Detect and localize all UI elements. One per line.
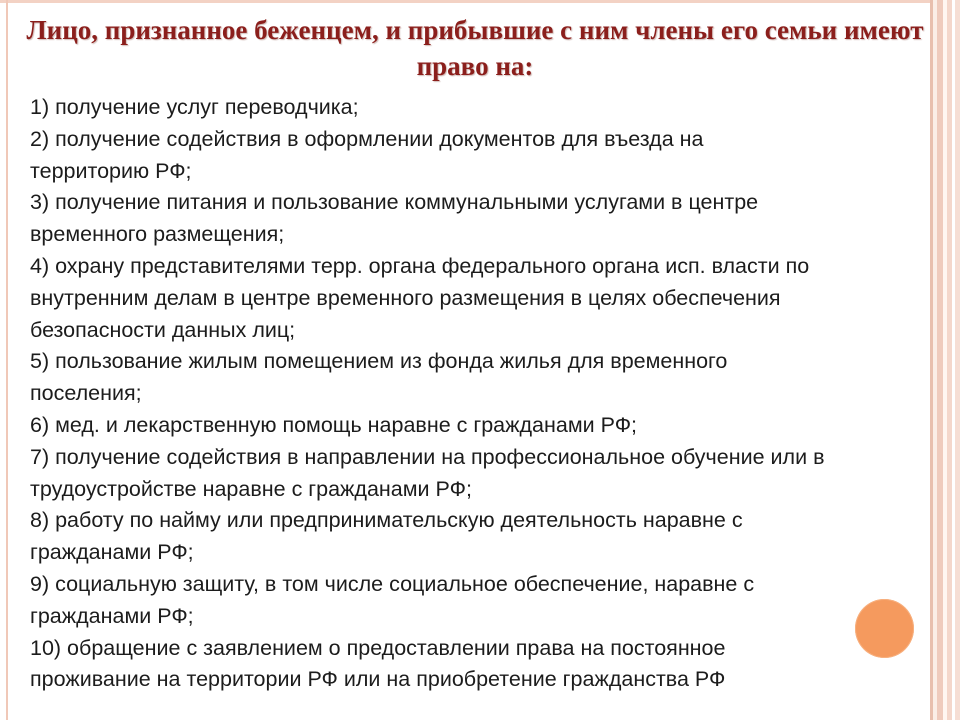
- list-item: [30, 346, 930, 410]
- list-item-line: временного размещения;: [30, 222, 285, 247]
- list-item-line: 2) получение содействия в оформлении документов для въезда на: [30, 126, 704, 151]
- list-item-line: трудоустройстве наравне с гражданами РФ;: [30, 476, 472, 501]
- list-item-line: 8) работу по найму или предпринимательскую деятельность наравне с: [30, 508, 743, 533]
- list-item-line: 7) получение содействия в направлении на профессиональное обучение или в: [30, 444, 825, 469]
- rights-list: [30, 92, 930, 696]
- list-item: [30, 410, 930, 442]
- slide-title: Лицо, признанное беженцем, и прибывшие с ним члены его семьи имеют право на:: [26, 15, 924, 81]
- list-item: [30, 569, 930, 633]
- list-item-line: гражданами РФ;: [30, 540, 194, 565]
- list-item: [30, 505, 930, 569]
- list-item: [30, 251, 930, 346]
- decorative-orange-circle: [855, 599, 914, 658]
- list-item: [30, 442, 930, 506]
- decorative-side-stripes: [930, 0, 960, 720]
- left-frame-line: [6, 0, 8, 720]
- list-item-line: гражданами РФ;: [30, 603, 194, 628]
- list-item-line: 9) социальную защиту, в том числе социальное обеспечение, наравне с: [30, 571, 755, 596]
- list-item: [30, 124, 930, 188]
- list-item-line: 1) получение услуг переводчика;: [30, 95, 359, 119]
- list-item-line: территорию РФ;: [30, 158, 192, 183]
- list-item-line: 3) получение питания и пользование коммунальными услугами в центре: [30, 190, 759, 215]
- list-item: [30, 92, 930, 124]
- list-item-line: 4) охрану представителями терр. органа федерального органа исп. власти по: [30, 253, 810, 278]
- list-item: [30, 633, 930, 697]
- list-item-line: 10) обращение с заявлением о предоставлении права на постоянное: [30, 635, 726, 660]
- top-frame-line: [0, 0, 930, 3]
- list-item-line: внутренним делам в центре временного размещения в целях обеспечения: [30, 285, 781, 310]
- list-item-line: безопасности данных лиц;: [30, 317, 296, 342]
- list-item-line: 6) мед. и лекарственную помощь наравне с гражданами РФ;: [30, 412, 638, 437]
- list-item-line: проживание на территории РФ или на приобретение гражданства РФ: [30, 667, 726, 692]
- list-item-line: 5) пользование жилым помещением из фонда жилья для временного: [30, 349, 728, 374]
- list-item-line: поселения;: [30, 381, 142, 406]
- list-item: [30, 187, 930, 251]
